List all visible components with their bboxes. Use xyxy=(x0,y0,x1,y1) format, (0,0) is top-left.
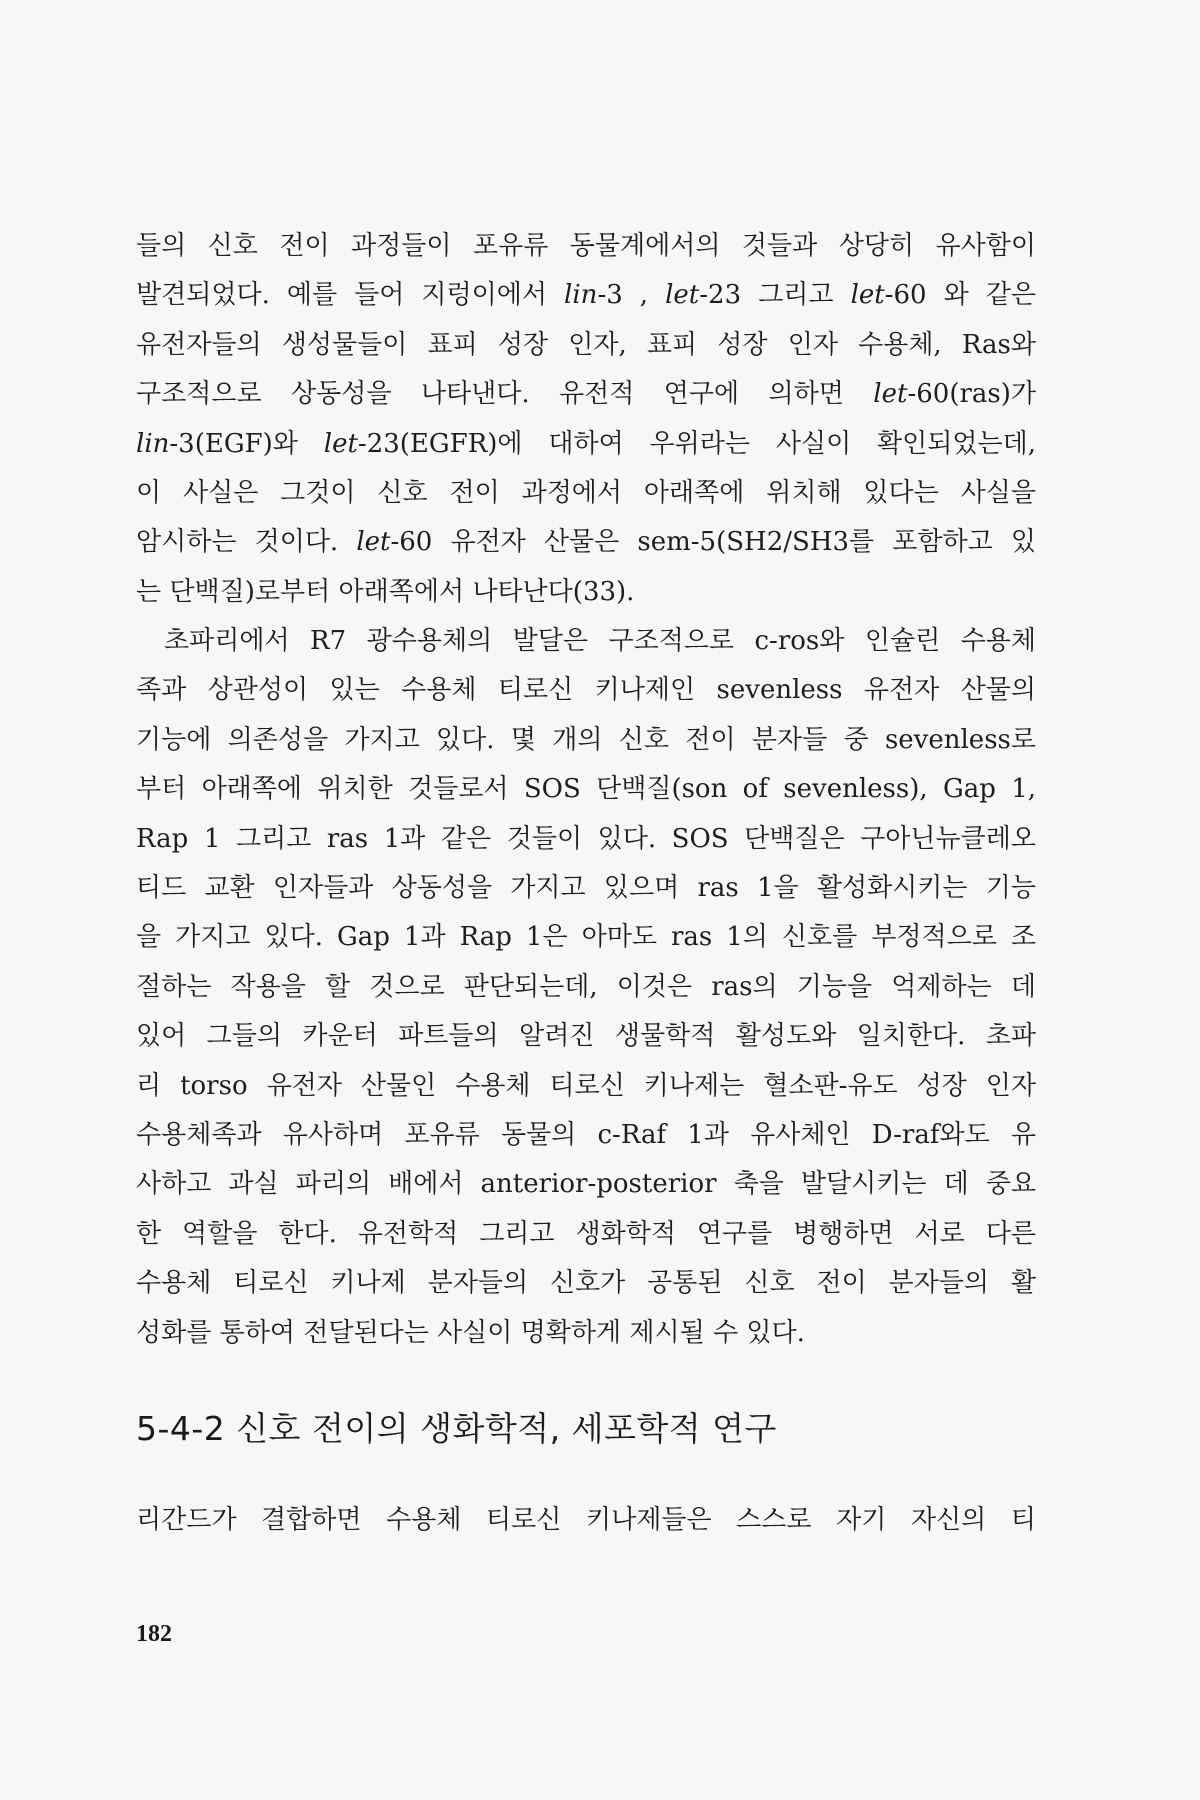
gene-name: let xyxy=(323,428,358,459)
text-line: lin-3(EGF)와 let-23(EGFR)에 대하여 우위라는 사실이 확인되었는데, xyxy=(136,428,1036,459)
gene-name: lin xyxy=(136,428,170,459)
gene-name: lin xyxy=(564,280,598,311)
text-line: 암시하는 것이다. let-60 유전자 산물은 sem-5(SH2/SH3를 포함하고 있 xyxy=(136,527,1036,558)
text-line: 초파리에서 R7 광수용체의 발달은 구조적으로 c-ros와 인슐린 수용체 xyxy=(164,626,1036,656)
text-line: 리간드가 결합하면 수용체 티로신 키나제들은 스스로 자기 자신의 티 xyxy=(136,1505,1036,1535)
text-line: Rap 1 그리고 ras 1과 같은 것들이 있다. SOS 단백질은 구아닌뉴클레오 xyxy=(136,823,1036,854)
text-line: 리 torso 유전자 산물인 수용체 티로신 키나제는 혈소판-유도 성장 인자 xyxy=(136,1070,1036,1101)
gene-name: let xyxy=(356,527,391,558)
text-line: 기능에 의존성을 가지고 있다. 몇 개의 신호 전이 분자들 중 sevenless로 xyxy=(136,724,1036,755)
text-line: 유전자들의 생성물들이 표피 성장 인자, 표피 성장 인자 수용체, Ras와 xyxy=(136,329,1036,360)
gene-name: let xyxy=(665,280,700,311)
text-line: 절하는 작용을 할 것으로 판단되는데, 이것은 ras의 기능을 억제하는 데 xyxy=(136,971,1036,1002)
paragraph-3 xyxy=(136,1496,1036,1545)
text-line: 구조적으로 상동성을 나타낸다. 유전적 연구에 의하면 let-60(ras)가 xyxy=(136,379,1036,410)
text-line: 있어 그들의 카운터 파트들의 알려진 생물학적 활성도와 일치한다. 초파 xyxy=(136,1021,1036,1052)
text-line: 는 단백질)로부터 아래쪽에서 나타난다(33). xyxy=(136,576,635,607)
text-line: 부터 아래쪽에 위치한 것들로서 SOS 단백질(son of sevenless), Gap 1, xyxy=(136,774,1036,805)
text-line: 발견되었다. 예를 들어 지렁이에서 lin-3 , let-23 그리고 let-60 와 같은 xyxy=(136,280,1037,311)
text-line: 한 역할을 한다. 유전학적 그리고 생화학적 연구를 병행하면 서로 다른 xyxy=(136,1218,1036,1249)
text-line: 티드 교환 인자들과 상동성을 가지고 있으며 ras 1을 활성화시키는 기능 xyxy=(136,873,1036,904)
gene-name: let xyxy=(873,379,908,410)
text-line: 들의 신호 전이 과정들이 포유류 동물계에서의 것들과 상당히 유사함이 xyxy=(136,231,1036,261)
page-number: 182 xyxy=(136,1621,172,1647)
text-line: 수용체 티로신 키나제 분자들의 신호가 공통된 신호 전이 분자들의 활 xyxy=(136,1268,1036,1299)
gene-name: let xyxy=(850,280,885,311)
paragraph-1 xyxy=(136,222,1036,617)
text-line: 수용체족과 유사하며 포유류 동물의 c-Raf 1과 유사체인 D-raf와도 유 xyxy=(136,1120,1036,1151)
text-line: 사하고 과실 파리의 배에서 anterior-posterior 축을 발달시키는 데 중요 xyxy=(136,1169,1036,1200)
text-line: 을 가지고 있다. Gap 1과 Rap 1은 아마도 ras 1의 신호를 부정적으로 조 xyxy=(136,922,1036,953)
paragraph-2 xyxy=(136,617,1036,1358)
text-line: 족과 상관성이 있는 수용체 티로신 키나제인 sevenless 유전자 산물의 xyxy=(136,675,1036,706)
text-line: 이 사실은 그것이 신호 전이 과정에서 아래쪽에 위치해 있다는 사실을 xyxy=(136,478,1036,509)
text-line: 성화를 통하여 전달된다는 사실이 명확하게 제시될 수 있다. xyxy=(136,1317,805,1348)
section-heading: 5-4-2 신호 전이의 생화학적, 세포학적 연구 xyxy=(136,1409,777,1448)
